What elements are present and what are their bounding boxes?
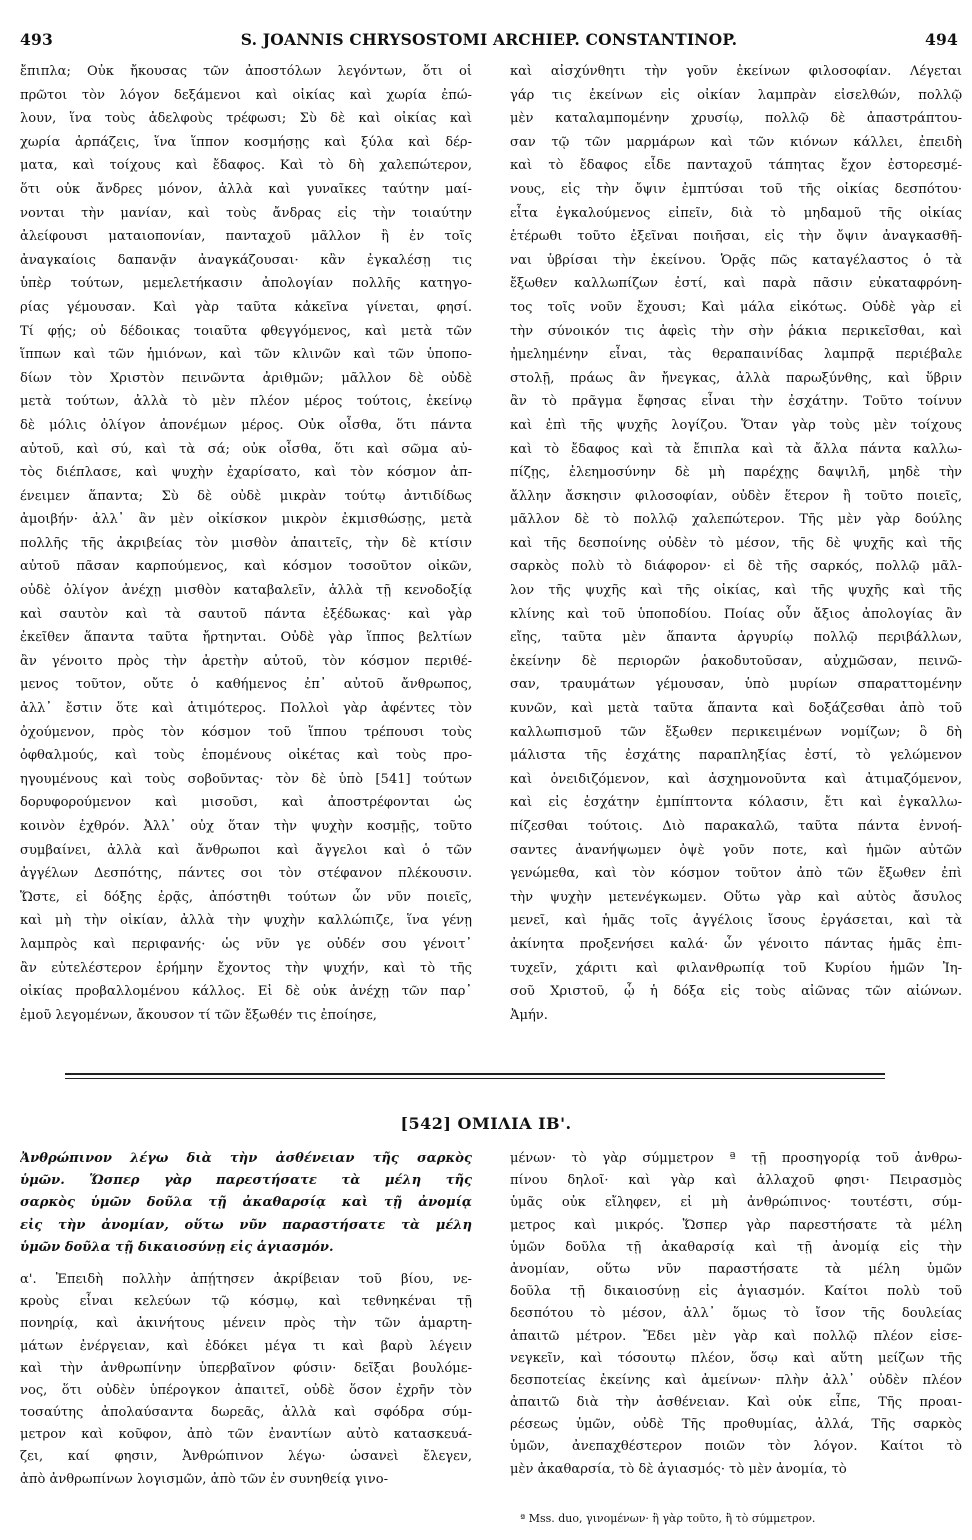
text-line: ὑμᾶς οὐκ εἴληφεν, εἰ μὴ ἀνθρώπινος· τουτέστι, σύμ- [510, 1195, 962, 1211]
running-header [20, 30, 958, 58]
text-line: τὴν σύνοικόν τις ἀφεὶς τὴν σὴν ῥάκια περικεῖσθαι, καὶ [510, 323, 962, 339]
text-line: πολλῆς τῆς ἀκριβείας τὸν μισθὸν ἀπαιτεῖς, τὴν δὲ κτίσιν [20, 535, 472, 551]
text-line: καὶ ὀνειδιζόμενον, καὶ ἀσχημονοῦντα καὶ ἀτιμαζόμενον, [510, 771, 962, 787]
text-line: καὶ αἰσχύνθητι τὴν γοῦν ἐκείνων φιλοσοφίαν. Λέγεται [510, 64, 962, 79]
right-column [510, 60, 962, 1027]
text-line: μενος τοῦτον, οὔτε ὁ καθήμενος ἐπ᾽ αὐτοῦ ἄνθρωπος, [20, 677, 472, 693]
text-line: οὐδὲ ὀλίγον ἀνέχῃ μισθὸν καταβαλεῖν, ἀλλὰ τῇ κενοδοξίᾳ [20, 583, 472, 599]
text-line: νονται τὴν μανίαν, καὶ τοὺς ἄνδρας εἰς τὴν τοιαύτην [20, 205, 472, 221]
text-line: καὶ τὴν ἀνθρωπίνην ὑπερβαῖνον φύσιν· δεῖξαι βουλόμε- [20, 1360, 472, 1376]
text-line: αὐτοῦ, καὶ σύ, καὶ τὰ σά; οὐκ οἶσθα, ὅτι καὶ σῶμα αὐ- [20, 441, 472, 457]
text-line: Τί φῄς; οὐ δέδοικας τοιαῦτα φθεγγόμενος, καὶ μετὰ τῶν [20, 323, 472, 339]
text-line: γάρ τις ἐκείνων εἰς οἰκίαν λαμπρὰν εἰσελθών, πολλῷ [510, 87, 962, 103]
text-line: τὴν ψυχὴν μετενέγκωμεν. Οὕτω γὰρ καὶ αὐτὸς ἄσυλος [510, 889, 962, 905]
text-line: ἀπαιτῶ διὰ τὴν ἀσθένειαν. Καὶ οὐκ εἶπε, Τῆς προαι- [510, 1395, 962, 1411]
text-line: Ἀμήν. [510, 1007, 548, 1023]
text-line: νους, εἰς τὴν ὄψιν ἐμπτύσαι τοῦ τῆς οἰκίας δεσπότου· [510, 181, 962, 197]
text-line: ἀγγέλων Δεσπότης, πάντες σοι τὸν στέφανον πλέκουσιν. [20, 866, 472, 882]
text-line: ἂν εὐτελέστερον ἐρήμην ἔχοντος τὴν ψυχήν, καὶ τὸ τῆς [20, 960, 472, 976]
text-line: ὀφθαλμούς, καὶ τοὺς ἑπομένους οἰκέτας καὶ τοὺς προ- [20, 748, 472, 764]
text-line: εἰς τὴν ἀνομίαν, οὕτω νῦν παραστήσατε τὰ μέλη [20, 1217, 472, 1233]
left-column [20, 60, 472, 1027]
text-line: ἀπὸ ἀνθρωπίνων λογισμῶν, ἀπὸ τῶν ἐν συνηθείᾳ γινο- [20, 1471, 389, 1487]
text-line: ἐκείνην δὲ περιορῶν ῥακοδυτοῦσαν, αὐχμῶσαν, πεινῶ- [510, 653, 962, 669]
text-line: ἀμοιβήν· ἀλλ᾽ ἂν μὲν οἰκίσκον μικρὸν ἐκμισθώσῃς, μετὰ [20, 512, 472, 528]
text-line: εἶτα ἐγκαλούμενος εἰπεῖν, διὰ τὸ μηδαμοῦ τῆς οἰκίας [510, 205, 962, 221]
text-line: ἄλλην ἄσκησιν φιλοσοφίαν, οὐδὲν ἕτερον ἢ τοῦτο ποιεῖς, [510, 488, 962, 504]
text-line: μετὰ τούτων, ἀλλὰ τὸ μὲν πλέον μέρος τούτοις, ἐκείνῳ [20, 394, 472, 410]
text-line: πρῶτοι τὸν λόγον δεξάμενοι καὶ οἰκίας καὶ χωρία ἐπώ- [20, 87, 472, 103]
text-line: ἑτέρωθι τοῦτο ἐξεῖναι ποιῆσαι, εἰς τὴν ὄψιν ἀναγκασθῆ- [510, 229, 962, 245]
text-line: τοσαύτης ἀπολαύσαντα δωρεᾶς, ἀλλὰ καὶ σφόδρα σύμ- [20, 1405, 472, 1421]
text-line: μάλιστα τῆς ἐσχάτης παραπληξίας ἐστί, τὸ γελώμενον [510, 748, 962, 764]
text-line: καὶ τὸ ἔδαφος καὶ τὰ ἔπιπλα καὶ τὰ ἄλλα πάντα καλλω- [510, 441, 962, 457]
text-line: καὶ μὴ τὴν οἰκίαν, ἀλλὰ τὴν ψυχὴν καλλώπιζε, ἵνα γένῃ [20, 913, 472, 929]
text-line: νεγκεῖν, καὶ τόσουτῳ πλέον, ὅσῳ καὶ αὕτη μείζων τῆς [510, 1350, 962, 1366]
text-line: μὲν καταλαμπομένην χρυσίῳ, πολλῷ δὲ ἀπαστράπτου- [510, 111, 962, 127]
text-line: α'. Ἐπειδὴ πολλὴν ἀπῄτησεν ἀκρίβειαν τοῦ βίου, νε- [20, 1271, 472, 1287]
text-line: νος, ὅτι οὐδὲν ὑπέρογκον ἀπαιτεῖ, οὐδὲ ὅσον ἐχρῆν τὸν [20, 1382, 472, 1398]
text-line: ἀκίνητα προξενήσει καλά· ὧν γένοιτο πάντας ἡμᾶς ἐπι- [510, 936, 962, 952]
text-line: σαν, τραυμάτων γέμουσαν, ὑπὸ μυρίων σπαραττομένην [510, 677, 962, 693]
text-line: ἂν γένοιτο πρὸς τὴν ἀρετὴν αὐτοῦ, τὸν κόσμον περιθέ- [20, 653, 472, 669]
text-line: συμβαίνει, ἀλλὰ καὶ ἄνθρωποι καὶ ἄγγελοι καὶ ὁ τῶν [20, 842, 472, 858]
text-line: ὑμῶν, ἀνεπαχθέστερον ποιῶν τὸν λόγον. Καίτοι τὸ [510, 1439, 962, 1455]
text-line: μένων· τὸ γὰρ σύμμετρον ª τῇ προσηγορίᾳ τοῦ ἀνθρω- [510, 1151, 962, 1166]
text-line: λουν, ἵνα τοὺς ἀδελφοὺς τρέφωσι; Σὺ δὲ καὶ οἰκίας καὶ [20, 111, 472, 127]
text-line: ρίας γέμουσαν. Καὶ γὰρ ταῦτα κἀκεῖνα γίνεται, φησί. [20, 299, 472, 315]
homily-title: [542] ΟΜΙΛΙΑ ΙΒ'. [400, 1114, 572, 1133]
text-line: ναι ὑβρίσαι τὴν ἐκείνου. Ὁρᾷς πῶς καταγέλαστος ὁ τὰ [510, 252, 962, 268]
text-line: τυχεῖν, χάριτι καὶ φιλανθρωπίᾳ τοῦ Κυρίου ἡμῶν Ἰη- [510, 960, 962, 976]
text-line: λαμπρὸς καὶ περιφανής· ὡς νῦν γε οὐδέν σου γένοιτ᾽ [20, 936, 472, 952]
text-line: οἰκίας προβαλλομένου κάλλος. Εἰ δὲ οὐκ ἀνέχῃ τῶν παρ᾽ [20, 984, 472, 1000]
text-line: κυνῶν, καὶ μετὰ ταῦτα ἅπαντα καὶ δοξάζεσθαι ἀπὸ τοῦ [510, 701, 962, 717]
text-line: ἀπαιτῶ μέτρον. Ἔδει μὲν γὰρ καὶ πολλῷ πλέον εἰσε- [510, 1328, 962, 1344]
text-line: ἐμοῦ λεγομένων, ἄκουσον τί τῶν ἔξωθέν τις ἐποίησε, [20, 1007, 377, 1023]
text-line: ἐκεῖθεν ἅπαντα ταῦτα ἤρτηνται. Οὐδὲ γὰρ ἵππος βελτίων [20, 630, 472, 646]
homily-right-column [510, 1148, 962, 1481]
text-line: ὑμῶν δοῦλα τῇ δικαιοσύνῃ εἰς ἁγιασμόν. [20, 1239, 334, 1255]
homily-left-column [20, 1148, 472, 1491]
text-line: ὑμῶν. Ὥσπερ γὰρ παρεστήσατε τὰ μέλη τῆς [20, 1173, 472, 1189]
text-line: καλλωπισμοῦ τῶν ἔξωθεν περικειμένων νομίζων; ὃ δὴ [510, 724, 962, 740]
text-line: πίζῃς, ἐλεημοσύνην δὲ μὴ παρέχῃς δαψιλῆ, μηδὲ τὴν [510, 465, 962, 481]
text-line: μενεῖ, καὶ ἡμᾶς τοῖς ἀγγέλοις ἴσους ἐργάσεται, καὶ τὰ [510, 913, 962, 929]
text-line: τος τοῖς νοῦν ἔχουσι; Καὶ μάλα εἰκότως. Οὐδὲ γὰρ εἰ [510, 299, 962, 315]
text-line: χωρία ἁρπάζεις, ἵνα ἵππον κοσμήσῃς καὶ ξύλα καὶ δέρ- [20, 134, 472, 150]
text-line: ἀλλ᾽ ἔστιν ὅτε καὶ ἀτιμότερος. Πολλοὶ γὰρ ἀφέντες τὸν [20, 701, 472, 717]
section-divider [65, 1073, 885, 1075]
text-line: λον τῆς ψυχῆς καὶ τῆς οἰκίας, καὶ τῆς ψυχῆς καὶ τῆς [510, 583, 962, 599]
text-line: δοῦλα τῇ δικαιοσύνῃ εἰς ἁγιασμόν. Καίτοι πολὺ τοῦ [510, 1284, 962, 1300]
text-line: ένειμεν ἅπαντα; Σὺ δὲ οὐδὲ μικρὰν τούτῳ ἀντιδίδως [20, 488, 472, 504]
text-line: εἴης, ταῦτα μὲν ἅπαντα ἀργυρίῳ πολλῷ περιβάλλων, [510, 630, 962, 646]
text-line: ὑμῶν δοῦλα τῇ ἀκαθαρσίᾳ καὶ τῇ ἀνομίᾳ εἰς τὴν [510, 1239, 962, 1255]
text-line: πίνου δηλοῖ· καὶ γὰρ καὶ ἀλλαχοῦ φησι· Πειρασμὸς [510, 1173, 962, 1189]
page-number-right: 494 [925, 30, 958, 49]
text-line [20, 1259, 472, 1269]
text-line: ὑπὲρ τούτων, μεμελετήκασιν ἀπολογίαν πολλῆς κατηγο- [20, 276, 472, 292]
text-line: δεσποτείας ἐκείνης καὶ ἀμείνων· πλὴν ἀλλ᾽ οὐδὲν πλέον [510, 1372, 962, 1388]
text-line: πονηρίᾳ, καὶ ἀκινήτους μένειν πρὸς τὴν τῶν ἁμαρτη- [20, 1316, 472, 1332]
text-line: ἵππων καὶ τῶν ἡμιόνων, καὶ τῶν κλινῶν καὶ τῶν ὑποπο- [20, 347, 472, 363]
text-line: σαρκὸς πολὺ τὸ διάφορον· εἰ δὲ τῆς σαρκός, πολλῷ μᾶλ- [510, 559, 962, 575]
text-line: δίων τὸν Χριστὸν πεινῶντα ἀριθμῶν; μᾶλλον δὲ οὐδὲ [20, 370, 472, 386]
text-line: καὶ τὸ ἔδαφος εἶδε πανταχοῦ τάπητας ἔχον ἐστορεσμέ- [510, 158, 962, 174]
text-line: ρέσεως ὑμῶν, οὐδὲ Τῆς προθυμίας, ἀλλά, Τῆς σαρκὸς [510, 1417, 962, 1433]
text-line: γενώμεθα, καὶ τὸν κόσμον τοῦτον ἀπὸ τῶν ἔξωθεν ἐπὶ [510, 866, 962, 882]
text-line: μᾶλλον δὲ τὸ πολλῷ χαλεπώτερον. Τῆς μὲν γὰρ δούλης [510, 512, 962, 528]
text-line: μετρον καὶ κοῦφον, ἀπὸ τῶν ἐναντίων αὐτὸ κατασκευά- [20, 1427, 472, 1443]
text-line: δορυφορούμενον καὶ μισοῦσι, καὶ ἀποστρέφονται ὡς [20, 795, 472, 811]
text-line: αὐτοῦ πᾶσαν καρπούμενος, καὶ κόσμον τοσοῦτον οἰκῶν, [20, 559, 472, 575]
text-line: σαν τῷ τῶν μαρμάρων καὶ τῶν κιόνων κάλλει, ἐπειδὴ [510, 134, 962, 150]
text-line: πίζεσθαι τούτοις. Διὸ παρακαλῶ, ταῦτα πάντα ἐννοή- [510, 819, 962, 834]
text-line: μάτων ἐνέργειαν, καὶ ἐδόκει μέγα τι καὶ βαρὺ λέγειν [20, 1338, 472, 1354]
text-line: ἀναγκαίοις δαπανᾷν ἀναγκάζουσαι· κἂν ἐγκαλέσῃ τις [20, 252, 472, 268]
text-line: κλίνης καὶ τοῦ ὑποποδίου. Ποίας οὖν ἄξιος ἀπολογίας ἂν [510, 606, 962, 622]
text-line: Ὥστε, εἰ δόξης ἐρᾷς, ἀπόστηθι τούτων ὧν νῦν ποιεῖς, [20, 889, 472, 905]
text-line: τὸς διέπλασε, καὶ ψυχὴν ἐχαρίσατο, καὶ τὸν κόσμον ἀπ- [20, 465, 472, 481]
text-line: σαντες ἀνανήψωμεν ὀψὲ γοῦν ποτε, καὶ ἡμῶν αὐτῶν [510, 842, 962, 858]
text-line: μετρος καὶ μικρός. Ὥσπερ γὰρ παρεστήσατε τὰ μέλη [510, 1217, 962, 1233]
text-line: καὶ τῆς δεσποίνης οὐδὲν τὸ μέσον, τῆς δὲ ψυχῆς καὶ τῆς [510, 535, 962, 551]
text-line: στολῇ, πράως ἂν ἤνεγκας, ἀλλὰ παρωξύνθης, καὶ ὕβριν [510, 370, 962, 386]
text-line: καὶ σαυτὸν καὶ τὰ σαυτοῦ πάντα ἐξέδωκας· καὶ γὰρ [20, 606, 472, 622]
text-line: ὅτι οὐκ ἄνδρες μόνον, ἀλλὰ καὶ γυναῖκες ταύτην μαί- [20, 181, 472, 197]
text-line: καὶ εἰς ἐσχάτην ἐμπίπτοντα κόλασιν, ἔτι καὶ ἐγκαλλω- [510, 795, 962, 811]
text-line: σοῦ Χριστοῦ, ᾧ ἡ δόξα εἰς τοὺς αἰῶνας τῶν αἰώνων. [510, 984, 962, 1000]
page-number-left: 493 [20, 30, 53, 49]
footnote: ª Mss. duo, γινομένων· ἢ γὰρ τοῦτο, ἢ τὸ σύμμετρον. [520, 1512, 816, 1525]
text-line: ἂν τὸ πρᾶγμα ἔφησας εἶναι τὴν ἐσχάτην. Τοῦτο τοίνυν [510, 394, 962, 410]
text-line: ἀλείφουσι ματαιοπονίαν, πανταχοῦ μᾶλλον ἢ ἐν τοῖς [20, 229, 472, 245]
text-line: Ἀνθρώπινον λέγω διὰ τὴν ἀσθένειαν τῆς σαρκὸς [20, 1151, 472, 1166]
text-line: κροὺς εἶναι κελεύων τῷ κόσμῳ, καὶ τεθνηκέναι τῇ [20, 1294, 472, 1310]
text-line: ζει, καί φησιν, Ἀνθρώπινον λέγω· ὡσανεὶ ἔλεγεν, [20, 1449, 472, 1465]
text-line: κοινὸν ἐχθρόν. Ἀλλ᾽ οὐχ ὅταν τὴν ψυχὴν κοσμῇς, τοῦτο [20, 819, 472, 834]
text-line: ματα, καὶ τοίχους καὶ ἔδαφος. Καὶ τὸ δὴ χαλεπώτερον, [20, 158, 472, 174]
text-line: ἀνομίαν, οὕτω νῦν παραστήσατε τὰ μέλη ὑμῶν [510, 1261, 962, 1277]
text-line: καὶ ἐπὶ τῆς ψυχῆς λογίζου. Ὅταν γὰρ τοὺς μὲν τοίχους [510, 417, 962, 433]
text-line: δὲ μόλις ὀλίγον ἀπονέμων μέρος. Οὐκ οἶσθα, ὅτι πάντα [20, 417, 472, 433]
text-line: ἠμελημένην εἶναι, τὰς θεραπαινίδας λαμπρᾷ περιέβαλε [510, 347, 962, 363]
text-line: ὀχούμενον, πρὸς τὸν κόσμον τοῦ ἵππου τρέπουσι τοὺς [20, 724, 472, 740]
text-line: ἔπιπλα; Οὐκ ἤκουσας τῶν ἀποστόλων λεγόντων, ὅτι οἱ [20, 64, 472, 79]
text-line: ηγουμένους καὶ τοὺς σοβοῦντας· τὸν δὲ ὑπὸ [541] τούτων [20, 771, 472, 787]
text-line: μὲν ἀκαθαρσία, τὸ δὲ ἁγιασμός· τὸ μὲν ἀνομία, τὸ [510, 1461, 847, 1477]
text-line: ἔξωθεν καλλωπίζων ἐστί, καὶ παρὰ πᾶσιν εὐκαταφρόνη- [510, 276, 962, 292]
text-line: δεσπότου τὸ μέσον, ἀλλ᾽ ὅμως τὸ ἴσον τῆς δουλείας [510, 1306, 962, 1322]
running-title: S. JOANNIS CHRYSOSTOMI ARCHIEP. CONSTANTINOP. [240, 30, 738, 49]
text-line: σαρκὸς ὑμῶν δοῦλα τῇ ἀκαθαρσίᾳ καὶ τῇ ἀνομίᾳ [20, 1195, 472, 1211]
section-divider-thin [65, 1078, 885, 1079]
